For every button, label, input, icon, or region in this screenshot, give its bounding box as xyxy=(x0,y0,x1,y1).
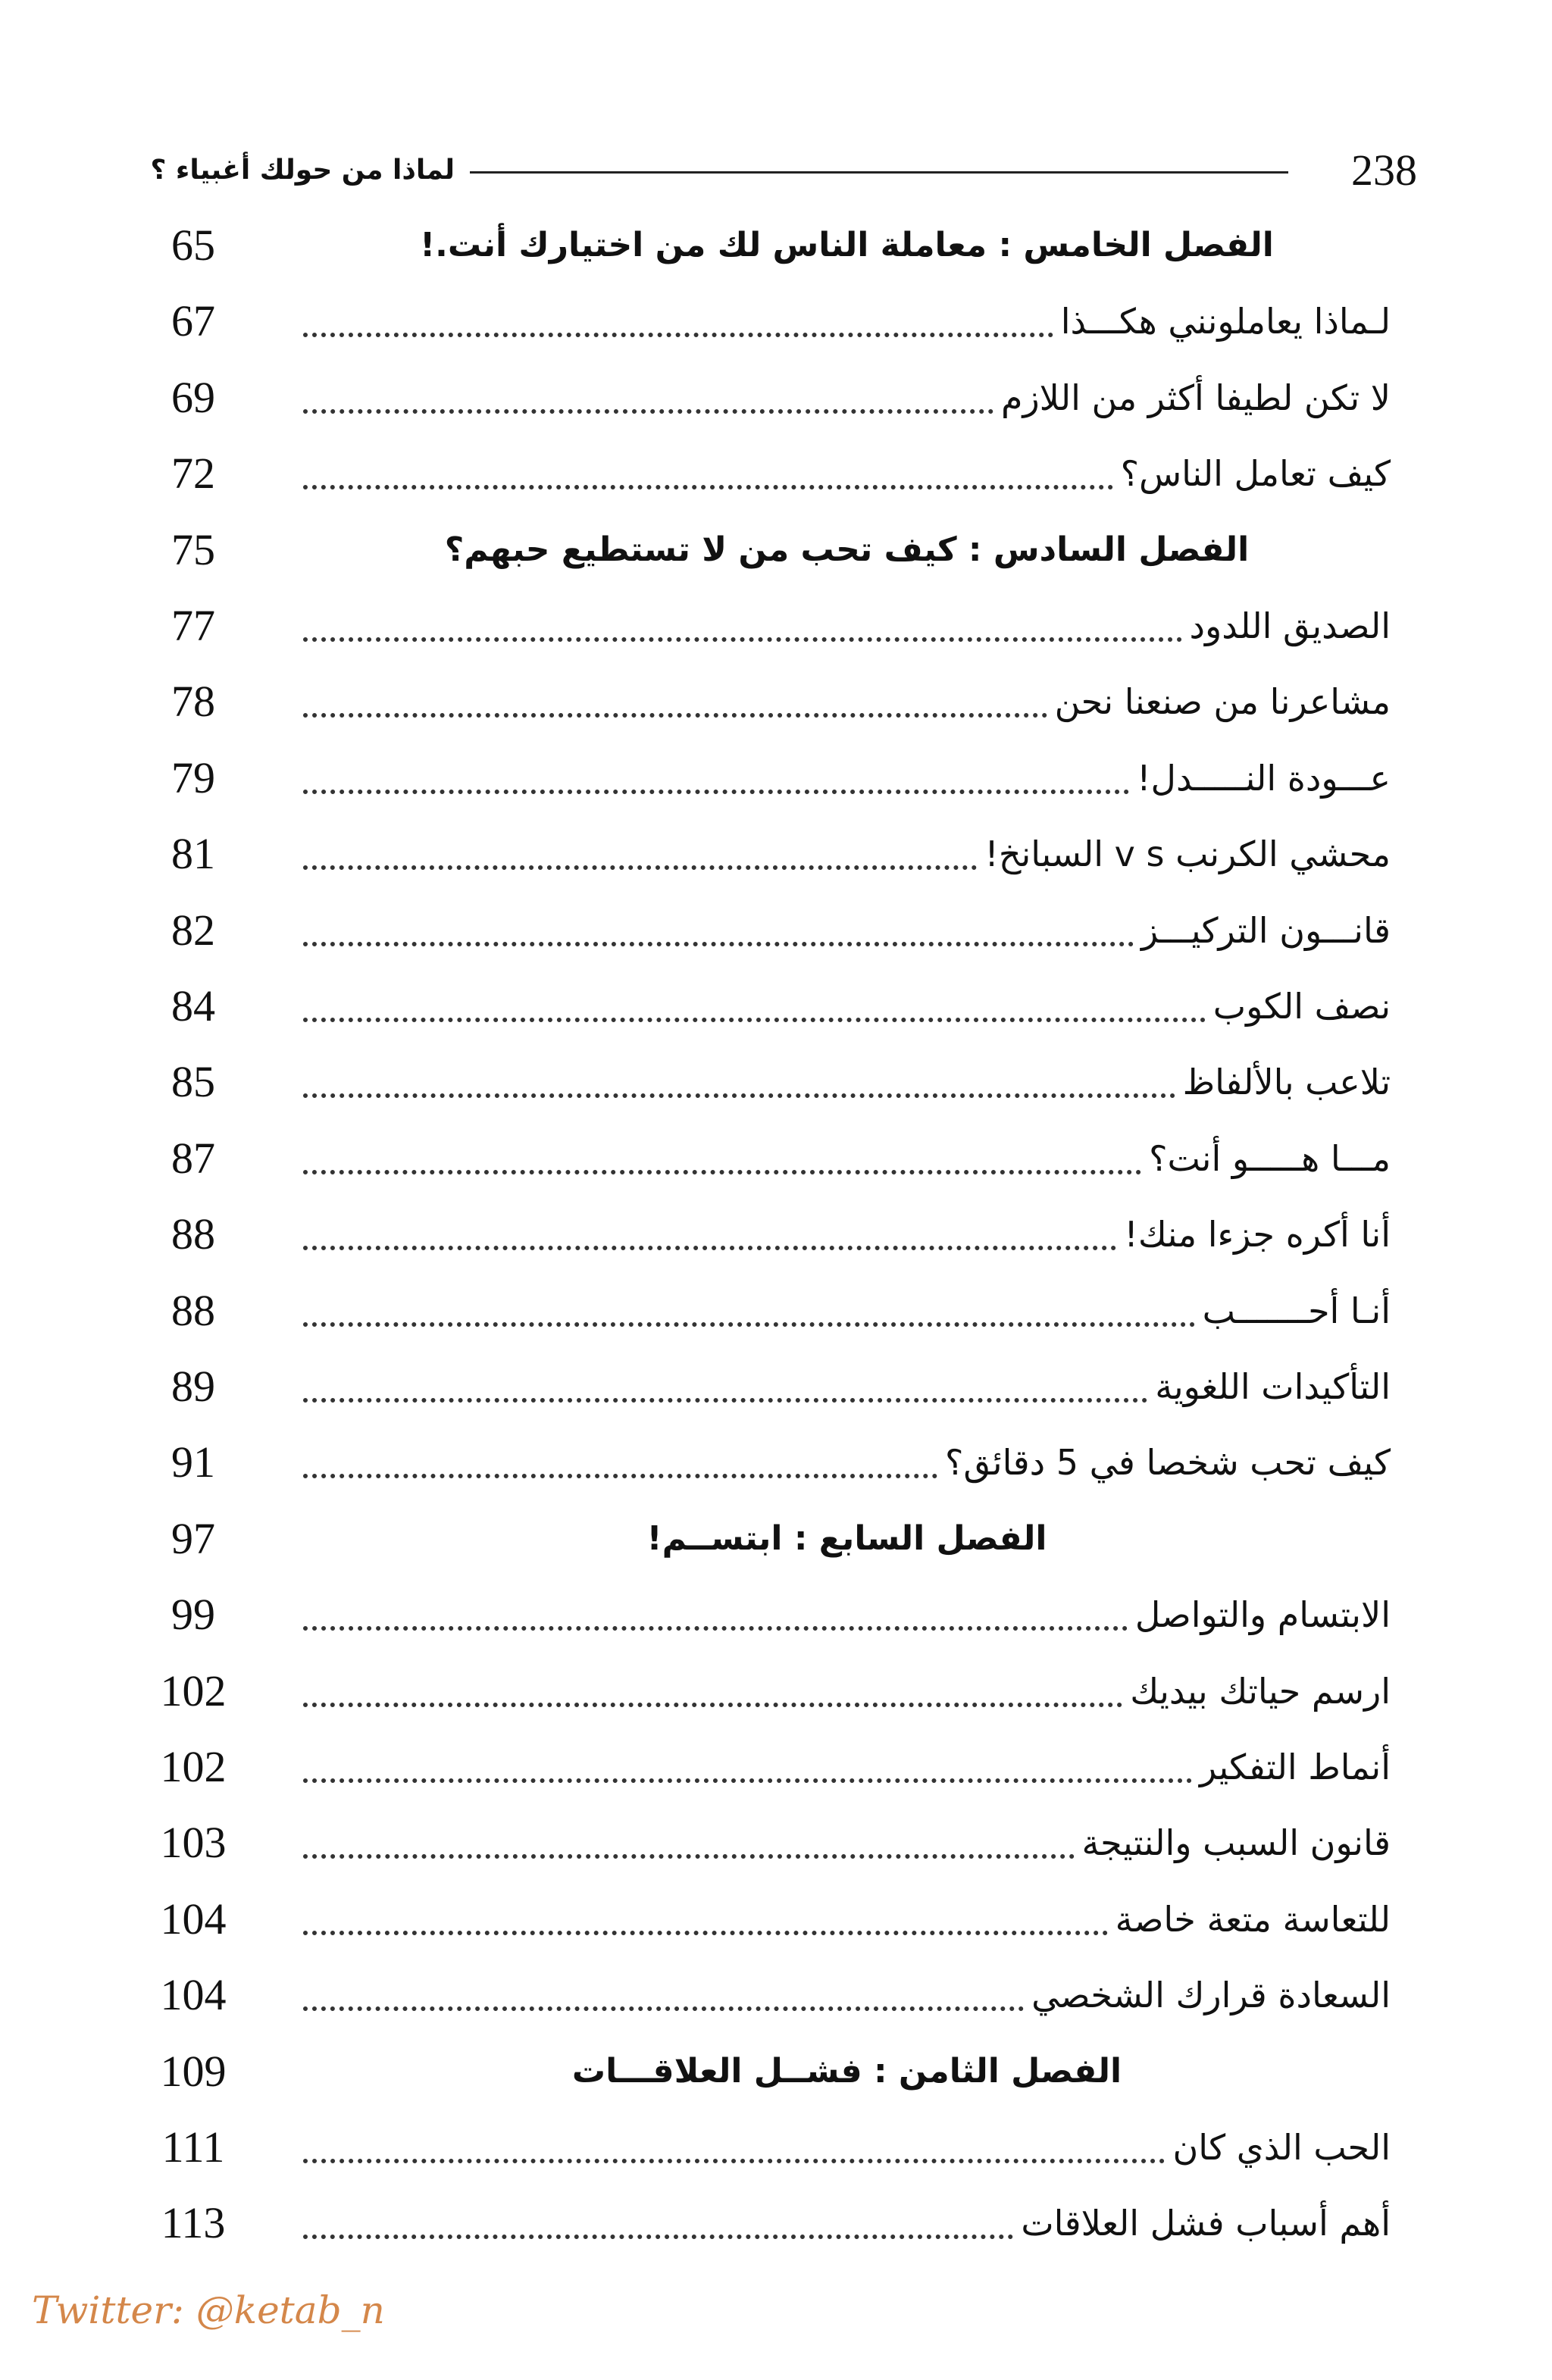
dot-leader xyxy=(303,2159,1165,2163)
toc-page-number: 84 xyxy=(171,981,215,1030)
toc-entry-line xyxy=(303,2111,1391,2184)
toc-entry-row xyxy=(0,2111,1552,2184)
toc-page-number: 97 xyxy=(171,1513,215,1563)
dot-leader xyxy=(303,409,993,414)
dot-leader xyxy=(303,1018,1206,1022)
toc-chapter-title: الفصل السابع : ابتســم! xyxy=(646,1518,1047,1558)
toc-entry-line xyxy=(303,665,1391,738)
toc-entry-row xyxy=(0,590,1552,662)
toc-entry-line xyxy=(303,1578,1391,1651)
toc-entry-row xyxy=(0,1655,1552,1728)
toc-entry-line xyxy=(303,1731,1391,1803)
toc-chapter-row xyxy=(0,209,1552,282)
running-header xyxy=(114,144,1417,197)
toc-entry-title: قانون السبب والنتيجة xyxy=(1081,1822,1391,1864)
toc-entry-line xyxy=(303,1046,1391,1118)
toc-entry-row xyxy=(0,1731,1552,1803)
toc-entry-title: السعادة قرارك الشخصي xyxy=(1031,1975,1391,2016)
dot-leader xyxy=(303,790,1129,794)
dot-leader xyxy=(303,2235,1013,2239)
toc-entry-line xyxy=(303,1806,1391,1879)
toc-entry-line xyxy=(303,970,1391,1043)
toc-entry-row xyxy=(0,285,1552,358)
toc-entry-line xyxy=(303,361,1391,434)
toc-entry-row xyxy=(0,742,1552,815)
toc-entry-title: مشاعرنا من صنعنا نحن xyxy=(1054,681,1391,723)
dot-leader xyxy=(303,1703,1122,1707)
dot-leader xyxy=(303,1474,937,1478)
toc-entry-row xyxy=(0,1426,1552,1499)
twitter-credit: Twitter: @ketab_n xyxy=(32,2288,385,2332)
toc-entry-title: نصف الكوب xyxy=(1212,986,1391,1027)
toc-chapter-row xyxy=(0,2035,1552,2108)
dot-leader xyxy=(303,1170,1141,1174)
toc-entry-row xyxy=(0,437,1552,510)
toc-chapter-title: الفصل السادس : كيف تحب من لا تستطيع حبهم؟ xyxy=(444,530,1250,569)
dot-leader xyxy=(303,1093,1175,1098)
toc-entry-title: لا تكن لطيفا أكثر من اللازم xyxy=(1000,377,1391,418)
toc-entry-line xyxy=(303,590,1391,662)
toc-page-number: 79 xyxy=(171,752,215,802)
toc-chapter-title: الفصل الخامس : معاملة الناس لك من اختيارك أنت.! xyxy=(420,226,1274,264)
toc-chapter-row xyxy=(0,514,1552,586)
toc-page-number: 91 xyxy=(171,1437,215,1487)
toc-page-number: 72 xyxy=(171,449,215,499)
toc-entry-row xyxy=(0,1959,1552,2031)
toc-page-number: 82 xyxy=(171,905,215,955)
toc-entry-row xyxy=(0,1350,1552,1423)
dot-leader xyxy=(303,1246,1116,1250)
toc-page-number: 87 xyxy=(171,1133,215,1183)
toc-entry-row xyxy=(0,2187,1552,2260)
page-number: 238 xyxy=(1351,145,1417,195)
toc-entry-line xyxy=(303,1959,1391,2031)
toc-page-number: 88 xyxy=(171,1285,215,1335)
toc-entry-line xyxy=(303,742,1391,815)
toc-entry-line xyxy=(303,1655,1391,1728)
toc-page-number: 102 xyxy=(160,1742,227,1791)
toc-entry-line xyxy=(303,818,1391,890)
dot-leader xyxy=(303,942,1134,946)
header-rule xyxy=(470,171,1288,174)
toc-entry-line xyxy=(303,1350,1391,1423)
toc-entry-row xyxy=(0,1578,1552,1651)
dot-leader xyxy=(303,713,1047,718)
toc-entry-title: تلاعب بالألفاظ xyxy=(1182,1062,1391,1103)
toc-entry-title: الصديق اللدود xyxy=(1189,605,1391,646)
toc-entry-title: أنا أكره جزءا منك! xyxy=(1124,1214,1391,1256)
toc-page-number: 88 xyxy=(171,1209,215,1259)
toc-entry-title: مـــا هـــــو أنت؟ xyxy=(1149,1137,1391,1179)
toc-page-number: 109 xyxy=(160,2046,227,2096)
dot-leader xyxy=(303,485,1113,489)
toc-page-number: 99 xyxy=(171,1590,215,1640)
toc-entry-line xyxy=(303,2187,1391,2260)
toc-entry-row xyxy=(0,1046,1552,1118)
toc-entry-title: ارسم حياتك بيديك xyxy=(1130,1670,1391,1712)
toc-entry-line xyxy=(303,1426,1391,1499)
toc-entry-title: كيف تعامل الناس؟ xyxy=(1120,453,1391,495)
toc-entry-row xyxy=(0,1883,1552,1956)
toc-page-number: 67 xyxy=(171,296,215,346)
toc-entry-title: التأكيدات اللغوية xyxy=(1155,1366,1391,1407)
toc-page-number: 81 xyxy=(171,829,215,879)
dot-leader xyxy=(303,1778,1192,1783)
toc-entry-row xyxy=(0,1806,1552,1879)
toc-page-number: 111 xyxy=(161,2122,225,2172)
toc-entry-title: أنماط التفكير xyxy=(1200,1747,1391,1787)
toc-page-number: 65 xyxy=(171,220,215,270)
dot-leader xyxy=(303,637,1182,642)
toc-entry-title: كيف تحب شخصا في 5 دقائق؟ xyxy=(944,1442,1391,1484)
toc-page-number: 69 xyxy=(171,372,215,422)
dot-leader xyxy=(303,1931,1108,1935)
toc-entry-line xyxy=(303,1274,1391,1347)
dot-leader xyxy=(303,1322,1195,1327)
toc-entry-row xyxy=(0,1122,1552,1195)
toc-page-number: 78 xyxy=(171,677,215,727)
toc-chapter-title: الفصل الثامن : فشــل العلاقـــات xyxy=(571,2051,1122,2091)
toc-entry-title: أهم أسباب فشل العلاقات xyxy=(1021,2203,1391,2244)
dot-leader xyxy=(303,1854,1075,1859)
toc-page-number: 103 xyxy=(160,1818,227,1868)
toc-entry-title: الحب الذي كان xyxy=(1172,2127,1391,2168)
toc-page-number: 85 xyxy=(171,1057,215,1107)
toc-entry-row xyxy=(0,1274,1552,1347)
toc-entry-title: عـــودة النـــــدل! xyxy=(1137,757,1391,799)
toc-entry-row xyxy=(0,970,1552,1043)
toc-page-number: 102 xyxy=(160,1665,227,1715)
toc-entry-title: قانـــون التركيـــز xyxy=(1141,909,1391,951)
toc-chapter-row xyxy=(0,1503,1552,1575)
toc-page-number: 104 xyxy=(160,1970,227,2020)
toc-page-number: 89 xyxy=(171,1362,215,1411)
toc-entry-title: للتعاسة متعة خاصة xyxy=(1115,1898,1391,1940)
dot-leader xyxy=(303,1398,1147,1403)
dot-leader xyxy=(303,2006,1024,2011)
toc-entry-title: لـماذا يعاملونني هكـــذا xyxy=(1060,301,1391,342)
toc-entry-title: أنـا أحـــــــب xyxy=(1202,1290,1391,1331)
toc-page-number: 113 xyxy=(161,2198,226,2248)
dot-leader xyxy=(303,865,977,870)
toc-entry-title: محشي الكرنب v s السبانخ! xyxy=(984,833,1391,875)
toc-entry-line xyxy=(303,1122,1391,1195)
toc-page-number: 77 xyxy=(171,601,215,650)
toc-entry-line xyxy=(303,1198,1391,1271)
toc-entry-line xyxy=(303,894,1391,967)
toc-entry-line xyxy=(303,437,1391,510)
toc-entry-row xyxy=(0,665,1552,738)
running-header-book-title: لماذا من حولك أغبياء ؟ xyxy=(150,155,455,186)
dot-leader xyxy=(303,1626,1128,1631)
toc-entry-row xyxy=(0,1198,1552,1271)
toc-page-number: 104 xyxy=(160,1894,227,1944)
toc-page-number: 75 xyxy=(171,524,215,574)
toc-entry-line xyxy=(303,1883,1391,1956)
toc-entry-line xyxy=(303,285,1391,358)
toc-entry-row xyxy=(0,894,1552,967)
toc-entry-row xyxy=(0,361,1552,434)
dot-leader xyxy=(303,333,1053,337)
toc-entry-title: الابتسام والتواصل xyxy=(1134,1594,1391,1636)
toc-entry-row xyxy=(0,818,1552,890)
